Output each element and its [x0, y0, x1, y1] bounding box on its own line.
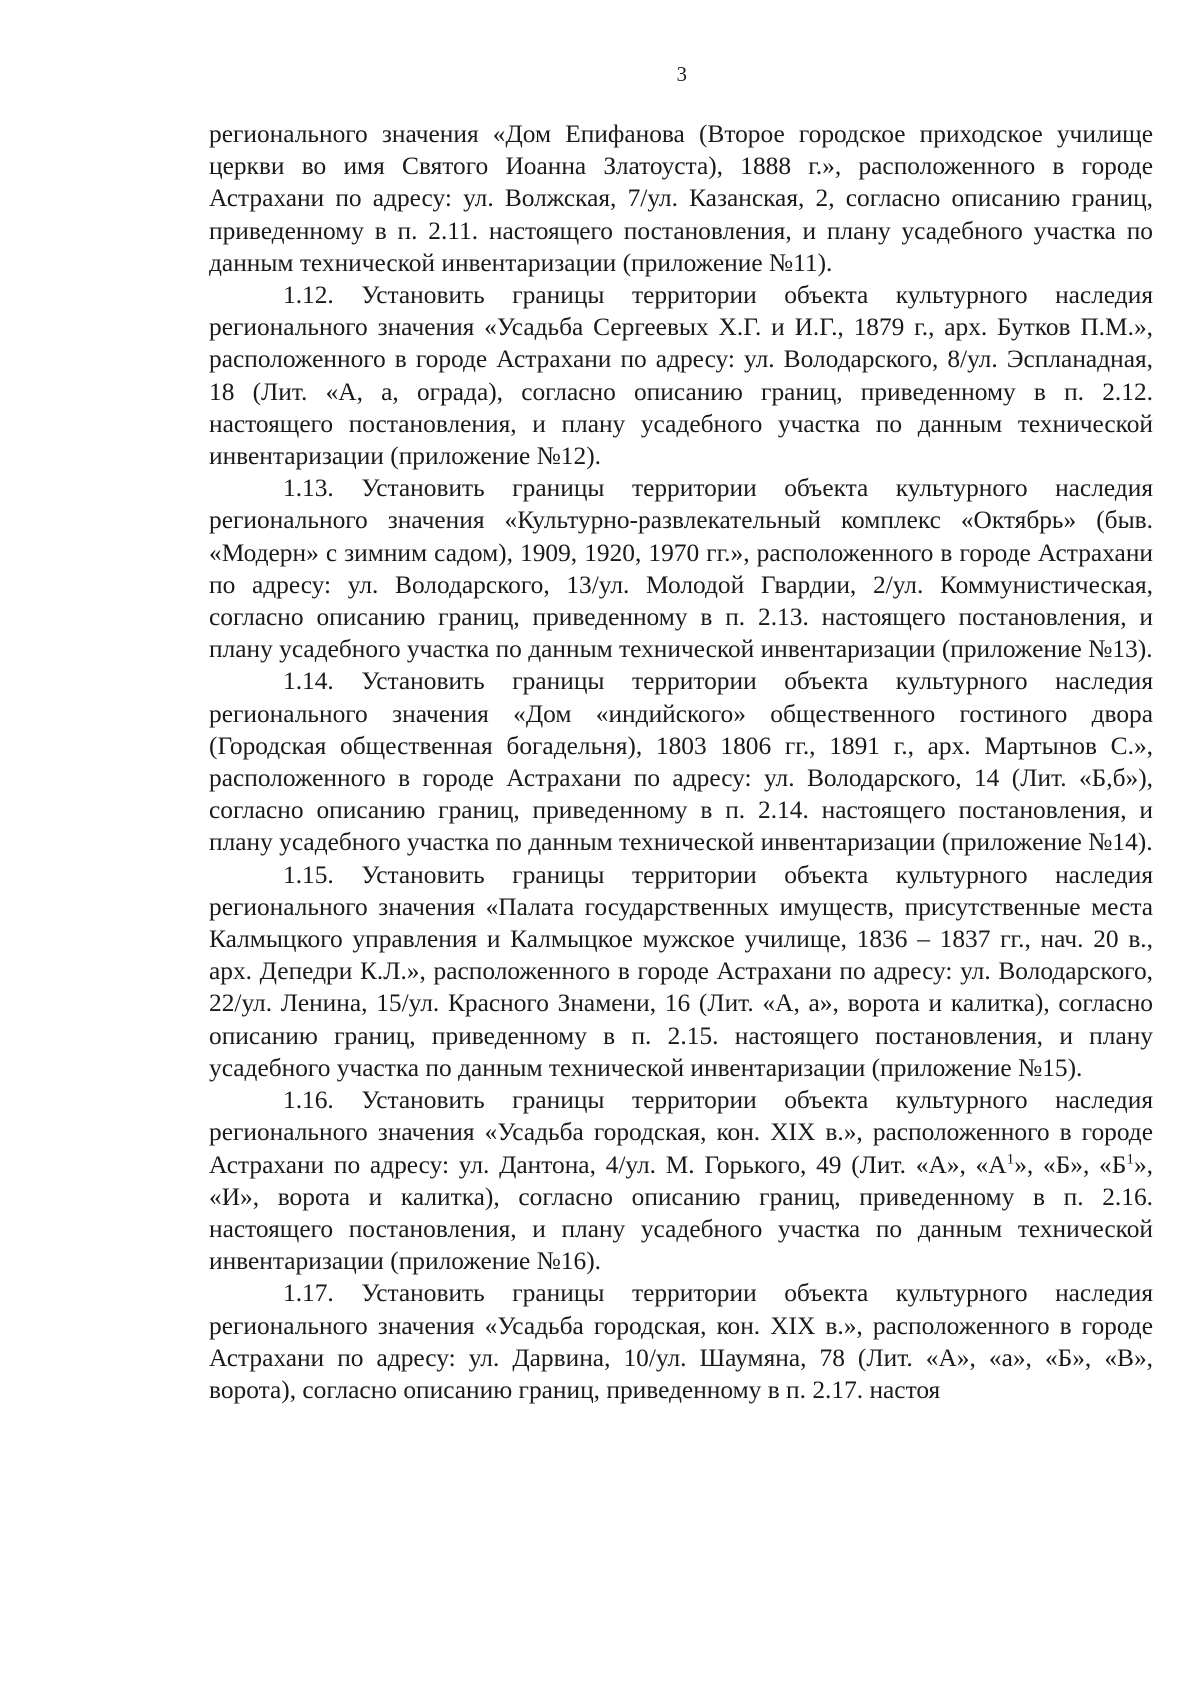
paragraph-1-16 [209, 1084, 1153, 1277]
paragraph-1-17: 1.17. Установить границы территории объекта культурного наследия регионального значения «Усадьба городская, кон. XIX в.», расположенного в городе Астрахани по адресу: ул. Дарвина, 10/ул. Шаумяна, 78 (Лит. «А», «а», «Б», «В», ворота), согласно описанию границ, приведенному в п. 2.17. настоя [209, 1279, 1153, 1404]
document-body [209, 118, 1153, 1406]
superscript-1: 1 [1006, 1150, 1015, 1168]
paragraph-1-16-text-c: », «И», ворота и калитка), согласно описанию границ, приведенному в п. 2.16. настоящего постановления, и плану усадебного участка по данным технической инвентаризации (приложение №16). [209, 1150, 1153, 1276]
paragraph-1-11-continuation: регионального значения «Дом Епифанова (Второе городское приходское училище церкви во имя Святого Иоанна Златоуста), 1888 г.», расположенного в городе Астрахани по адресу: ул. Волжская, 7/ул. Казанская, 2, согласно описанию границ, приведенному в п. 2.11. настоящего постановления, и плану усадебного участка по данным технической инвентаризации (приложение №11). [209, 120, 1153, 277]
paragraph-1-15: 1.15. Установить границы территории объекта культурного наследия регионального значения «Палата государственных имуществ, присутственные места Калмыцкого управления и Калмыцкое мужское училище, 1836 – 1837 гг., нач. 20 в., арх. Депедри К.Л.», расположенного в городе Астрахани по адресу: ул. Володарского, 22/ул. Ленина, 15/ул. Красного Знамени, 16 (Лит. «А, а», ворота и калитка), согласно описанию границ, приведенному в п. 2.15. настоящего постановления, и плану усадебного участка по данным технической инвентаризации (приложение №15). [209, 860, 1153, 1082]
superscript-1: 1 [1126, 1150, 1134, 1168]
page-number: 3 [676, 62, 688, 86]
paragraph-1-12: 1.12. Установить границы территории объекта культурного наследия регионального значения «Усадьба Сергеевых Х.Г. и И.Г., 1879 г., арх. Бутков П.М.», расположенного в городе Астрахани по адресу: ул. Володарского, 8/ул. Эспланадная, 18 (Лит. «А, а, ограда), согласно описанию границ, приведенному в п. 2.12. настоящего постановления, и плану усадебного участка по данным технической инвентаризации (приложение №12). [209, 281, 1153, 471]
paragraph-1-16-text-a: 1.16. Установить границы территории объекта культурного наследия регионального значения «Усадьба городская, кон. XIX в.», расположенного в городе Астрахани по адресу: ул. Дантона, 4/ул. М. Горького, 49 (Лит. «А», «А [209, 1086, 1153, 1179]
paragraph-1-14: 1.14. Установить границы территории объекта культурного наследия регионального значения «Дом «индийского» общественного гостиного двора (Городская общественная богадельня), 1803 1806 гг., 1891 г., арх. Мартынов С.», расположенного в городе Астрахани по адресу: ул. Володарского, 14 (Лит. «Б,б»), согласно описанию границ, приведенному в п. 2.14. настоящего постановления, и плану усадебного участка по данным технической инвентаризации (приложение №14). [209, 667, 1153, 857]
paragraph-1-13: 1.13. Установить границы территории объекта культурного наследия регионального значения «Культурно-развлекательный комплекс «Октябрь» (быв. «Модерн» с зимним садом), 1909, 1920, 1970 гг.», расположенного в городе Астрахани по адресу: ул. Володарского, 13/ул. Молодой Гвардии, 2/ул. Коммунистическая, согласно описанию границ, приведенному в п. 2.13. настоящего постановления, и плану усадебного участка по данным технической инвентаризации (приложение №13). [209, 474, 1153, 664]
paragraph-1-16-text-b: », «Б», «Б [1014, 1150, 1127, 1179]
